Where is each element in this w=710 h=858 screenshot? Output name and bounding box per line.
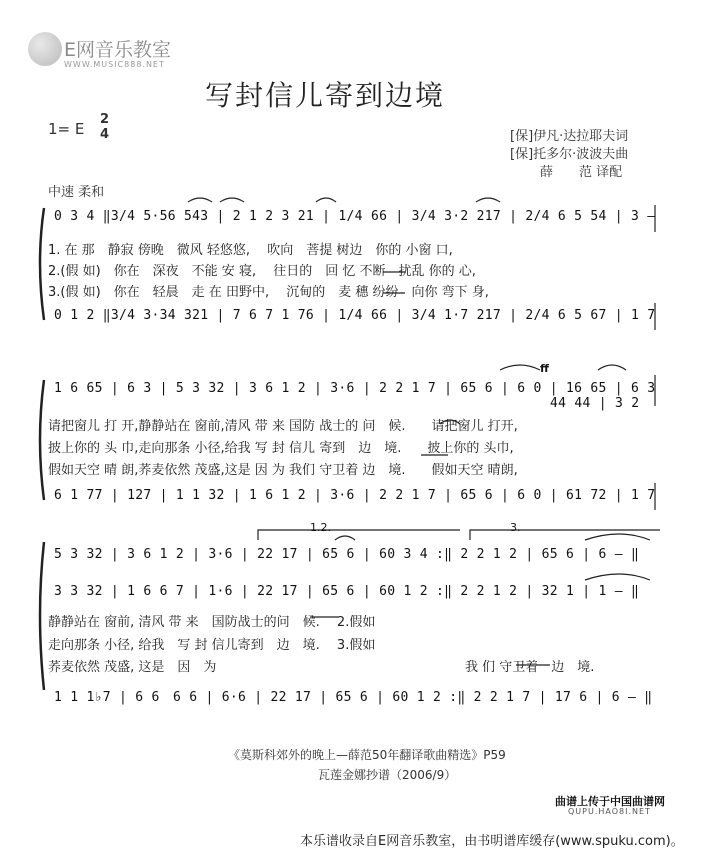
upload-stamp-url: QUPU.HAO8I.NET [568,807,651,816]
system2-upper-notes: 1 6 65 | 6 3 | 5 3 32 | 3 6 1 2 | 3·6 | 2 2 1 7 | 65 6 | 6 0 | 16 65 | 6 3 [54,381,656,396]
system3-lyric-verse2: 走向那条 小径, 给我 写 封 信儿寄到 边 境. 3.假如 [48,638,376,653]
system1-lyric-verse2: 2.(假 如) 你在 深夜 不能 安 寝, 往日的 回 忆 不断 扰乱 你的 心, [48,264,476,279]
footer-notice: 本乐谱收录自E网音乐教室，由书明谱库缓存(www.spuku.com)。 [300,834,684,849]
system2-upper-divisi: 44 44 | 3 2 [550,396,640,411]
system2-lower-notes: 6 1 77 | 127 | 1 1 32 | 1 6 1 2 | 3·6 | 2 2 1 7 | 65 6 | 6 0 | 61 72 | 1 7 [54,488,656,503]
key-signature: 1= E [48,120,85,138]
system3-middle-notes: 3 3 32 | 1 6 6 7 | 1·6 | 22 17 | 65 6 | 60 1 2 :‖ 2 2 1 2 | 32 1 | 1 – ‖ [54,584,640,599]
system3-lower-notes: 1 1 1♭7 | 6 6 6 6 | 6·6 | 22 17 | 65 6 | 60 1 2 :‖ 2 2 1 7 | 17 6 | 6 – ‖ [54,690,653,705]
system1-upper-notes: 0 3 4 ‖3/4 5·56 543 | 2 1 2 3 21 | 1/4 66 | 3/4 3·2 217 | 2/4 6 5 54 | 3 – [54,209,656,224]
dynamic-marking: ff [540,362,549,375]
source-citation: 《莫斯科郊外的晚上—薛范50年翻译歌曲精选》P59 [228,748,506,762]
system2-lyric-verse3: 假如天空 晴 朗,荞麦依然 茂盛,这是 因 为 我们 守卫着 边 境. 假如天空 晴朗, [48,463,518,478]
copyist-credit: 瓦莲金娜抄谱（2006/9） [318,768,457,782]
system1-lyric-verse1: 1. 在 那 静寂 傍晚 微风 轻悠悠, 吹向 菩提 树边 你的 小窗 口, [48,243,453,258]
system3-lyric-verse1: 静静站在 窗前, 清风 带 来 国防战士的问 候. 2.假如 [48,615,376,630]
volta-1-2: 1.2. [310,521,331,534]
translator-credit: 薛 范 译配 [540,165,623,180]
system2-lyric-verse2: 披上你的 头 巾,走向那条 小径,给我 写 封 信儿 寄到 边 境. 披上你的 头巾, [48,441,514,456]
system3-upper-notes: 5 3 32 | 3 6 1 2 | 3·6 | 22 17 | 65 6 | 60 3 4 :‖ 2 2 1 2 | 65 6 | 6 – ‖ [54,547,640,562]
system2-lyric-verse1: 请把窗儿 打 开,静静站在 窗前,清风 带 来 国防 战士的 问 候. 请把窗儿 打开, [48,419,518,434]
lyricist-credit: [保]伊凡·达拉耶夫词 [510,129,629,144]
page-title: 写封信儿寄到边境 [205,79,446,112]
system3-lyric-verse3: 荞麦依然 茂盛, 这是 因 为 [48,660,217,675]
system1-lower-notes: 0 1 2 ‖3/4 3·34 321 | 7 6 7 1 76 | 1/4 66 | 3/4 1·7 217 | 2/4 6 5 67 | 1 7 [54,308,656,323]
system1-lyric-verse3: 3.(假 如) 你在 轻晨 走 在 田野中, 沉甸的 麦 穗 纷纷 向你 弯下 身, [48,285,489,300]
logo-name: E网音乐教室 [64,39,172,61]
time-sig-bottom: 4 [100,127,110,142]
upload-stamp: 曲谱上传于中国曲谱网 [555,795,665,808]
tempo-marking: 中速 柔和 [48,185,105,200]
volta-3: 3. [510,521,521,534]
system3-lyric-ending: 我 们 守卫着 边 境. [465,660,595,675]
time-sig-top: 2 [100,112,110,127]
composer-credit: [保]托多尔·波波夫曲 [510,147,629,162]
logo-url: WWW.MUSIC888.NET [64,60,165,69]
